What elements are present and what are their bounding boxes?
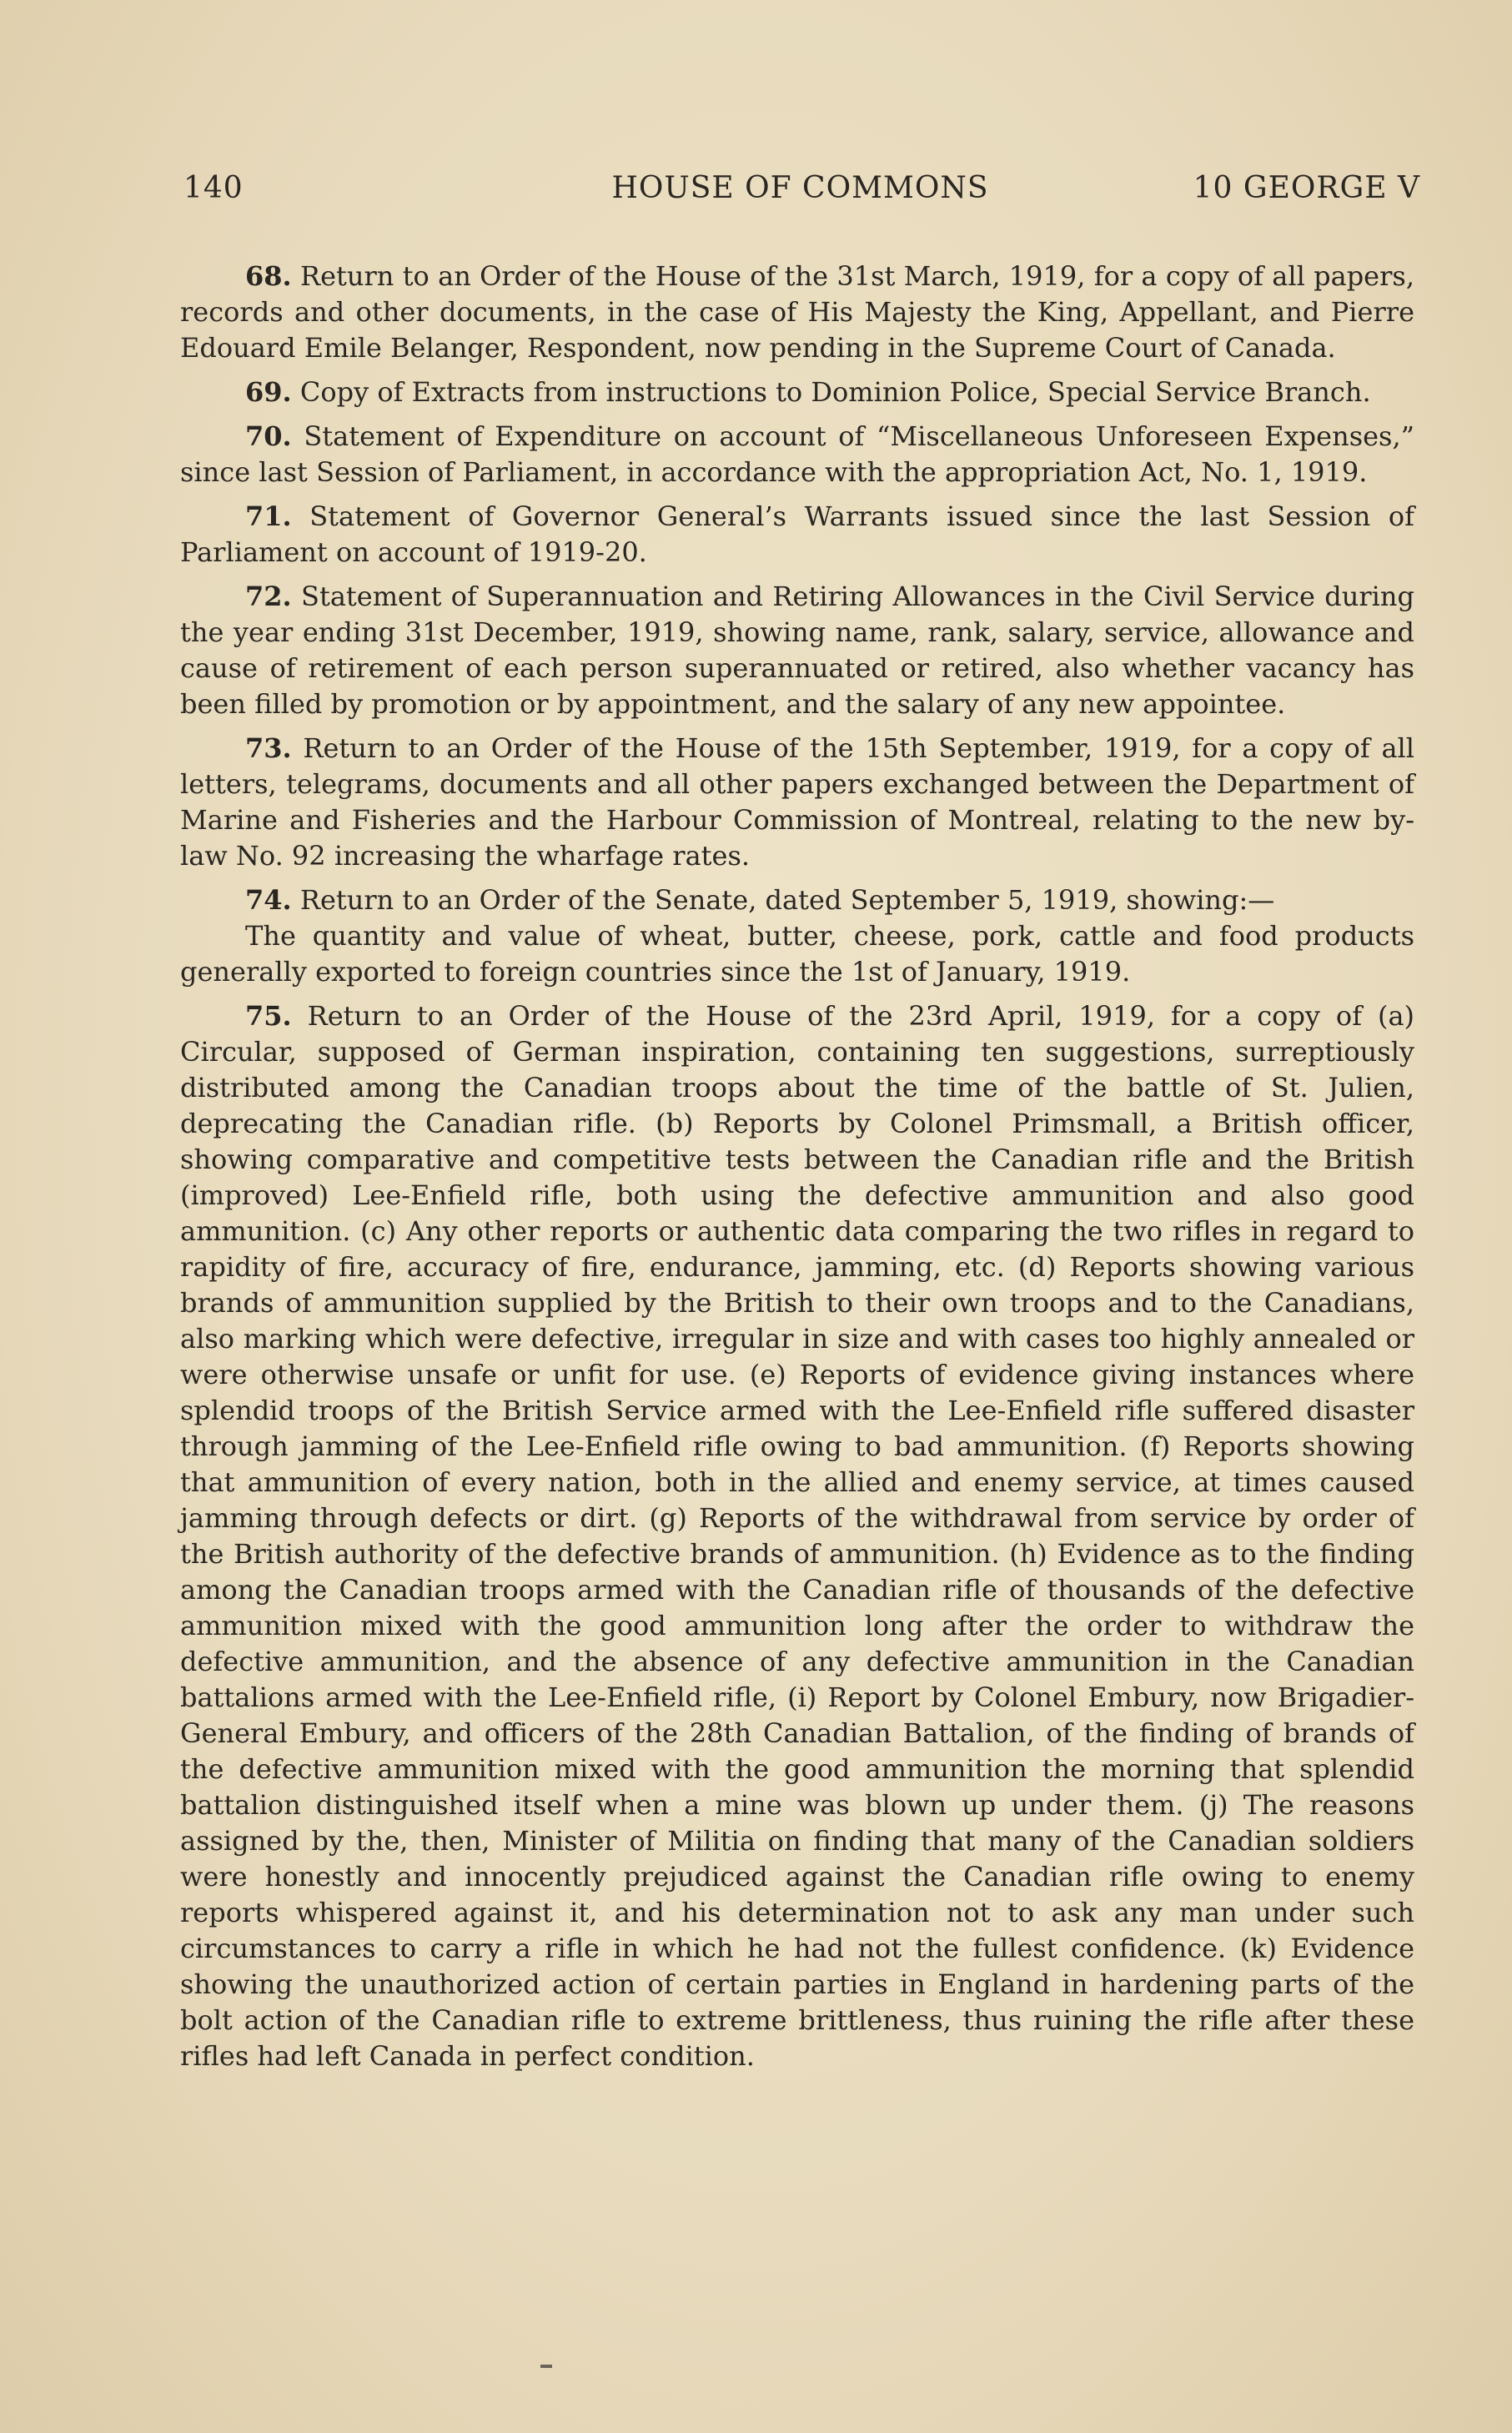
entry-68	[180, 259, 1414, 366]
entry-71	[180, 499, 1414, 571]
entry-number: 68.	[245, 260, 292, 292]
entry-text: Copy of Extracts from instructions to Dominion Police, Special Service Branch.	[299, 376, 1371, 408]
entry-69	[180, 375, 1414, 410]
entry-75	[180, 998, 1414, 2074]
entry-text: Return to an Order of the House of the 15th September, 1919, for a copy of all letters, telegrams, documents and all other papers exchanged between the Department of Marine and Fisheries and the Harbour Commission of Montreal, relating to the new by-law No. 92 increasing the wharfage rates.	[180, 732, 1415, 872]
running-title: HOUSE OF COMMONS	[611, 171, 989, 205]
entry-number: 71.	[245, 500, 292, 532]
entry-text: Return to an Order of the House of the 23rd April, 1919, for a copy of (a) Circular, supposed of German inspiration, containing ten suggestions, surreptiously distributed among the Canadian troops about the time of the battle of St. Julien, deprecating the Canadian rifle. (b) Reports by Colonel Primsmall, a British officer, showing comparative and competitive tests between the Canadian rifle and the British (improved) Lee-Enfield rifle, both using the defective ammunition and also good ammunition. (c) Any other reports or authentic data comparing the two rifles in regard to rapidity of fire, accuracy of fire, endurance, jamming, etc. (d) Reports showing various brands of ammunition supplied by the British to their own troops and to the Canadians, also marking which were defective, irregular in size and with cases too highly annealed or were otherwise unsafe or unfit for use. (e) Reports of evidence giving instances where splendid troops of the British Service armed with the Lee-Enfield rifle suffered disaster through jamming of the Lee-Enfield rifle owing to bad ammunition. (f) Reports showing that ammunition of every nation, both in the allied and enemy service, at times caused jamming through defects or dirt. (g) Reports of the withdrawal from service by order of the British authority of the defective brands of ammunition. (h) Evidence as to the finding among the Canadian troops armed with the Canadian rifle of thousands of the defective ammunition mixed with the good ammunition long after the order to withdraw the defective ammunition, and the absence of any defective ammunition in the Canadian battalions armed with the Lee-Enfield rifle, (i) Report by Colonel Embury, now Brigadier-General Embury, and officers of the 28th Canadian Battalion, of the finding of brands of the defective ammunition mixed with the good ammunition the morning that splendid battalion distinguished itself when a mine was blown up under them. (j) The reasons assigned by the, then, Minister of Militia on finding that many of the Canadian soldiers were honestly and innocently prejudiced against the Canadian rifle owing to enemy reports whispered against it, and his determination not to ask any man under such circumstances to carry a rifle in which he had not the fullest confidence. (k) Evidence showing the unauthorized action of certain parties in England in hardening parts of the bolt action of the Canadian rifle to extreme brittleness, thus ruining the rifle after these rifles had left Canada in perfect condition.	[180, 1000, 1415, 2072]
entry-number: 72.	[245, 581, 292, 612]
entry-72	[180, 579, 1414, 722]
page-number: 140	[183, 171, 244, 205]
entry-74	[180, 882, 1414, 918]
regnal-year: 10 GEORGE V	[1193, 171, 1420, 205]
entry-70	[180, 419, 1414, 490]
entry-number: 75.	[245, 1000, 292, 1032]
entry-number: 73.	[245, 732, 292, 764]
entry-text: Return to an Order of the House of the 31st March, 1919, for a copy of all papers, records and other documents, in the case of His Majesty the King, Appellant, and Pierre Edouard Emile Belanger, Respondent, now pending in the Supreme Court of Canada.	[180, 260, 1415, 364]
entry-text: Statement of Superannuation and Retiring Allowances in the Civil Service during the year ending 31st December, 1919, showing name, rank, salary, service, allowance and cause of retirement of each person superannuated or retired, also whether vacancy has been filled by promotion or by appointment, and the salary of any new appointee.	[180, 581, 1415, 720]
page-mark	[540, 2365, 552, 2368]
entry-text: Return to an Order of the Senate, dated September 5, 1919, showing:—	[299, 884, 1275, 916]
entry-number: 74.	[245, 884, 292, 916]
entry-text: Statement of Expenditure on account of “Miscellaneous Unforeseen Expenses,” since last Session of Parliament, in accordance with the appropriation Act, No. 1, 1919.	[180, 420, 1415, 488]
entry-number: 69.	[245, 376, 292, 408]
entry-73	[180, 731, 1414, 874]
entry-number: 70.	[245, 420, 292, 452]
sessional-papers-list	[180, 259, 1414, 2083]
page-header	[180, 171, 1420, 213]
entry-text: Statement of Governor General’s Warrants issued since the last Session of Parliament on account of 1919-20.	[180, 500, 1415, 568]
entry-74-continuation: The quantity and value of wheat, butter, cheese, pork, cattle and food products generally exported to foreign countries since the 1st of January, 1919.	[180, 920, 1414, 988]
